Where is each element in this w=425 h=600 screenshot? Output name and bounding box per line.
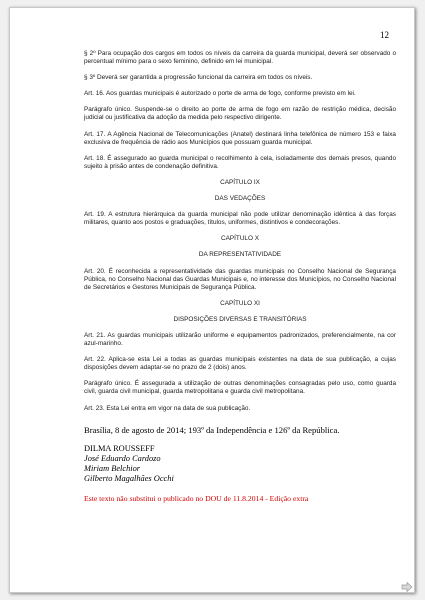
paragraph-art17: Art. 17. A Agência Nacional de Telecomunicações (Anatel) destinará linha telefônica de número 153 e faixa exclusiva de frequência de rádio aos Municípios que possuam guarda municipal. <box>84 130 396 146</box>
dou-disclaimer: Este texto não substitui o publicado no DOU de 11.8.2014 - Edição extra <box>84 493 309 503</box>
paragraph-art19: Art. 19. A estrutura hierárquica da guarda municipal não pode utilizar denominação idêntica à das forças militares, quanto aos postos e graduações, títulos, uniformes, distintivos e condecorações. <box>84 211 396 227</box>
document-page <box>9 7 415 593</box>
paragraph-art22: Art. 22. Aplica-se esta Lei a todas as guardas municipais existentes na data de sua publicação, a cujas disposições devem adaptar-se no prazo de 2 (dois) anos. <box>84 356 396 372</box>
chapter-xi-title: DISPOSIÇÕES DIVERSAS E TRANSITÓRIAS <box>173 315 307 323</box>
chapter-ix-heading: CAPÍTULO IX <box>220 178 260 186</box>
date-line: Brasília, 8 de agosto de 2014; 193º da Independência e 126º da República. <box>84 424 340 435</box>
paragraph-art15-par3: § 3º Deverá ser garantida a progressão funcional da carreira em todos os níveis. <box>84 74 313 82</box>
chapter-xi-heading: CAPÍTULO XI <box>220 299 260 307</box>
paragraph-art23: Art. 23. Esta Lei entra em vigor na data de sua publicação. <box>84 404 251 412</box>
paragraph-art16: Art. 16. Aos guardas municipais é autorizado o porte de arma de fogo, conforme previsto em lei. <box>84 90 356 98</box>
paragraph-art16-par-unico: Parágrafo único. Suspende-se o direito ao porte de arma de fogo em razão de restrição médica, decisão judicial ou justificativa da adoção da medida pelo respectivo dirigente. <box>84 106 396 122</box>
paragraph-art18: Art. 18. É assegurado ao guarda municipal o recolhimento à cela, isoladamente dos demais presos, quando sujeito à prisão antes de condenação definitiva. <box>84 154 396 170</box>
chapter-ix-title: DAS VEDAÇÕES <box>214 195 266 203</box>
chapter-x-heading: CAPÍTULO X <box>221 235 259 243</box>
signer-president: DILMA ROUSSEFF <box>84 443 155 453</box>
next-page-arrow-icon[interactable] <box>401 582 413 592</box>
signer-minister-justice: José Eduardo Cardozo <box>84 453 161 463</box>
signer-minister-planning: Miriam Belchior <box>84 463 141 473</box>
page-number: 12 <box>380 30 389 40</box>
chapter-x-title: DA REPRESENTATIVIDADE <box>198 251 282 259</box>
document-body <box>84 50 396 512</box>
paragraph-art22-par-unico: Parágrafo único. É assegurada a utilização de outras denominações consagradas pelo uso, como guarda civil, guarda civil municipal, guarda metropolitana e guarda civil metropolitana. <box>84 380 396 396</box>
signer-minister-cities: Gilberto Magalhães Occhi <box>84 473 174 483</box>
paragraph-art15-par2: § 2º Para ocupação dos cargos em todos os níveis da carreira da guarda municipal, deverá ser observado o percentual mínimo para o sexo feminino, definido em lei municipal. <box>84 50 396 66</box>
paragraph-art20: Art. 20. É reconhecida a representatividade das guardas municipais no Conselho Nacional de Segurança Pública, no Conselho Nacional das Guardas Municipais e, no interesse dos Municípios, no Conselho Nacional de Secretários e Gestores Municipais de Segurança Pública. <box>84 267 396 291</box>
paragraph-art21: Art. 21. As guardas municipais utilizarão uniforme e equipamentos padronizados, preferencialmente, na cor azul-marinho. <box>84 331 396 348</box>
